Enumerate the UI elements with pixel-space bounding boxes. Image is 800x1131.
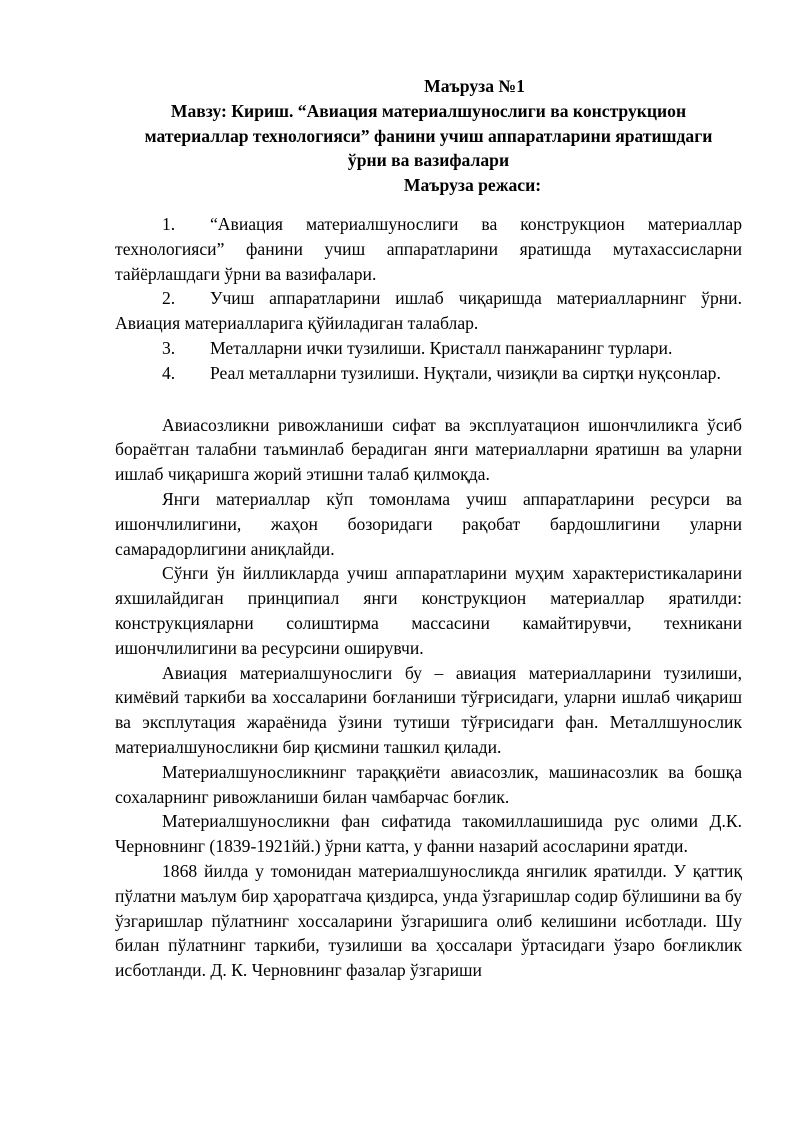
body-paragraph: Авиасозликни ривожланиши сифат ва эксплуатацион ишончлиликга ўсиб бораётган талабни таъминлаб берадиган янги материалларни яратишн ва уларни ишлаб чиқаришга жорий этишни талаб қилмоқда. <box>115 414 742 485</box>
plan-item-text: Реал металларни тузилиши. Нуқтали, чизиқли ва сиртқи нуқсонлар. <box>210 362 721 383</box>
lecture-number: Маъруза №1 <box>424 76 525 96</box>
body-paragraph: Материалшуносликни фан сифатида такомиллашишида рус олими Д.К. Черновнинг (1839-1921йй.) ўрни катта, у фанни назарий асосларини яратди. <box>115 811 742 857</box>
plan-item-text: Учиш аппаратларини ишлаб чиқаришда материалларнинг ўрни. Авиация материалларига қўйиладиган талаблар. <box>115 288 742 334</box>
document-page <box>115 74 742 983</box>
plan-item-number: 1. <box>162 213 176 234</box>
plan-item-number: 2. <box>162 288 176 309</box>
topic-line-1: Мавзу: Кириш. “Авиация материалшунослиги ва конструкцион <box>170 100 687 121</box>
body-paragraph: Материалшуносликнинг тараққиёти авиасозлик, машинасозлик ва бошқа сохаларнинг ривожланиши билан чамбарчас боғлик. <box>115 761 742 807</box>
topic-line-2: материаллар технологияси” фанини учиш аппаратларини яратишдаги <box>144 125 713 146</box>
plan-item-text: Металларни ички тузилиши. Кристалл панжаранинг турлари. <box>210 337 673 358</box>
body-text <box>115 413 742 983</box>
body-paragraph: 1868 йилда у томонидан материалшуносликда янгилик яратилди. У қаттиқ пўлатни маълум бир ҳароратгача қиздирса, унда ўзгаришлар содир бўлишини ва бу ўзгаришлар пўлатнинг хоссаларини ўзгаришига олиб келишини исботлади. Шу билан пўлатнинг таркиби, тузилиши ва ҳоссалари ўртасидаги ўзаро боғликлик исботланди. Д. К. Черновнинг фазалар ўзгариши <box>115 860 742 981</box>
plan-item <box>115 286 742 336</box>
plan-item <box>115 361 742 386</box>
plan-item-number: 3. <box>162 337 176 358</box>
body-paragraph: Янги материаллар кўп томонлама учиш аппаратларини ресурси ва ишончлилигини, жаҳон бозоридаги рақобат бардошлигини уларни самарадорлигини аниқлайди. <box>115 488 742 559</box>
body-paragraph: Авиация материалшунослиги бу – авиация материалларини тузилиши, кимёвий таркиби ва хоссаларини боғланиши тўғрисидаги, уларни ишлаб чиқариш ва эксплутация жараёнида ўзини тутиши тўғрисидаги фан. Металлшунослик материалшуносликни бир қисмини ташкил қилади. <box>115 662 742 757</box>
plan-item <box>115 336 742 361</box>
plan-item-text: “Авиация материалшунослиги ва конструкцион материаллар технологияси” фанини учиш аппаратларини яратишда мутахассисларни тайёрлашдаги ўрни ва вазифалари. <box>115 213 742 284</box>
body-paragraph: Сўнги ўн йилликларда учиш аппаратларини муҳим характеристикаларини яхшилайдиган принципиал янги конструкцион материаллар яратилди: конструкцияларни солиштирма массасини камайтирувчи, техникани ишончлилигини ва ресурсини оширувчи. <box>115 563 742 658</box>
plan-list <box>115 212 742 386</box>
plan-title: Маъруза режаси: <box>403 175 542 196</box>
plan-item-number: 4. <box>162 362 176 383</box>
plan-item <box>115 212 742 286</box>
topic-line-3: ўрни ва вазифалари <box>347 150 510 171</box>
